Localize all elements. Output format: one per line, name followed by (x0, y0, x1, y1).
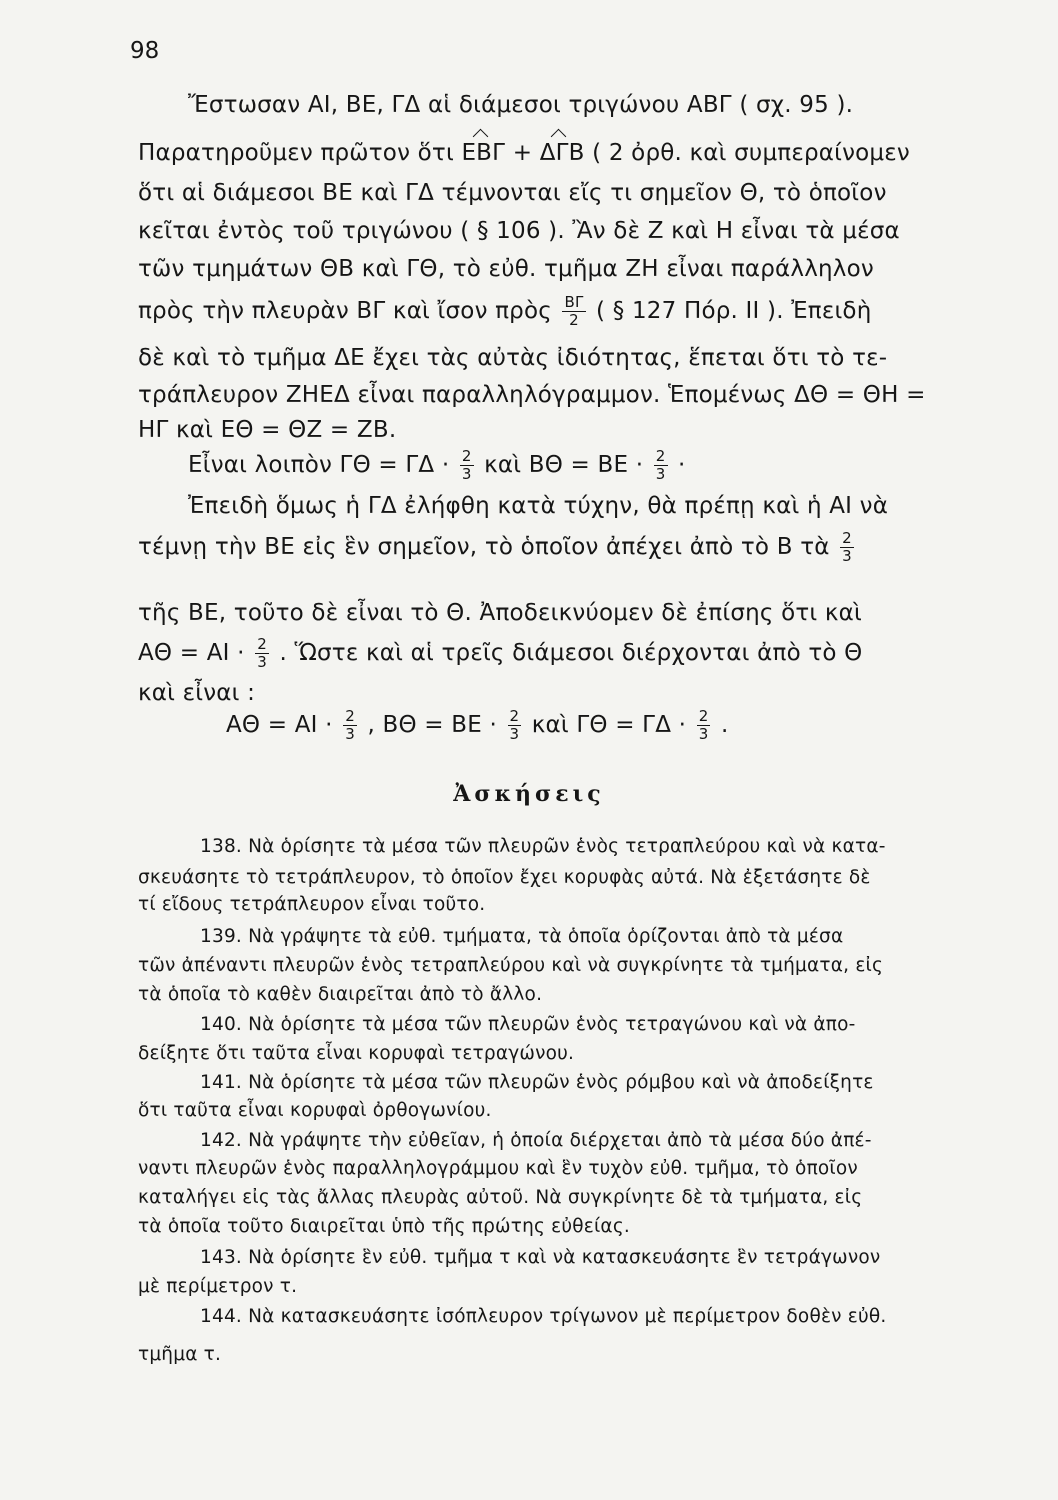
exercise-line: δείξητε ὅτι ταῦτα εἶναι κορυφαὶ τετραγώνου. (138, 1043, 575, 1064)
body-line: τέμνῃ τὴν ΒΕ εἰς ἓν σημεῖον, τὸ ὁποῖον ἀπέχει ἀπὸ τὸ Β τὰ $\frac{2}{3}$ (138, 529, 852, 565)
fraction: $\frac{2}{3}$ (461, 447, 472, 483)
exercises-heading: Ἀσκήσεις (453, 781, 605, 807)
exercise-line: 143. Νὰ ὁρίσητε ἓν εὐθ. τμῆμα τ καὶ νὰ κατασκευάσητε ἓν τετράγωνον (200, 1247, 881, 1268)
exercise-line: τί εἴδους τετράπλευρον εἶναι τοῦτο. (138, 894, 486, 915)
exercise-line: 138. Νὰ ὁρίσητε τὰ μέσα τῶν πλευρῶν ἑνὸς τετραπλεύρου καὶ νὰ κατα- (200, 836, 886, 857)
body-line: Εἶναι λοιπὸν ΓΘ = ΓΔ · $\frac{2}{3}$ καὶ ΒΘ = ΒΕ · $\frac{2}{3}$ · (188, 447, 686, 483)
fraction: $\frac{2}{3}$ (842, 529, 852, 565)
exercise-line: σκευάσητε τὸ τετράπλευρον, τὸ ὁποῖον ἔχει κορυφὰς αὐτά. Νὰ ἐξετάσητε δὲ (138, 867, 871, 888)
body-line: δὲ καὶ τὸ τμῆμα ΔΕ ἔχει τὰς αὐτὰς ἰδιότητας, ἕπεται ὅτι τὸ τε- (138, 345, 888, 371)
page-number: 98 (130, 38, 160, 64)
exercise-line: ὅτι ταῦτα εἶναι κορυφαὶ ὀρθογωνίου. (138, 1100, 492, 1121)
exercise-line: τὰ ὁποῖα τοῦτο διαιρεῖται ὑπὸ τῆς πρώτης εὐθείας. (138, 1216, 630, 1237)
fraction: $\frac{2}{3}$ (698, 707, 709, 743)
angle-symbol: ΕΒΓ (461, 140, 506, 166)
fraction: $\frac{2}{3}$ (345, 707, 355, 743)
fraction: $\frac{2}{3}$ (257, 635, 267, 671)
body-line: ΑΘ = ΑΙ · $\frac{2}{3}$ . Ὥστε καὶ αἱ τρεῖς διάμεσοι διέρχονται ἀπὸ τὸ Θ (138, 635, 863, 671)
angle-symbol: ΔΓΒ (539, 140, 585, 166)
body-line: Ἐπειδὴ ὅμως ἡ ΓΔ ἐλήφθη κατὰ τύχην, θὰ πρέπῃ καὶ ἡ ΑΙ νὰ (188, 493, 889, 519)
body-line: τῆς ΒΕ, τοῦτο δὲ εἶναι τὸ Θ. Ἀποδεικνύομεν δὲ ἐπίσης ὅτι καὶ (138, 600, 863, 626)
body-line: ΑΘ = ΑΙ · $\frac{2}{3}$ , ΒΘ = ΒΕ · $\frac{2}{3}$ καὶ ΓΘ = ΓΔ · $\frac{2}{3}$ . (226, 707, 729, 743)
exercise-line: 140. Νὰ ὁρίσητε τὰ μέσα τῶν πλευρῶν ἑνὸς τετραγώνου καὶ νὰ ἀπο- (200, 1014, 856, 1035)
exercise-line: τὰ ὁποῖα τὸ καθὲν διαιρεῖται ἀπὸ τὸ ἄλλο. (138, 984, 543, 1005)
body-line: Ἔστωσαν ΑΙ, ΒΕ, ΓΔ αἱ διάμεσοι τριγώνου ΑΒΓ ( σχ. 95 ). (188, 92, 854, 118)
exercise-line: 142. Νὰ γράψητε τὴν εὐθεῖαν, ἡ ὁποία διέρχεται ἀπὸ τὰ μέσα δύο ἀπέ- (200, 1130, 872, 1151)
exercise-line: ναντι πλευρῶν ἑνὸς παραλληλογράμμου καὶ ἓν τυχὸν εὐθ. τμῆμα, τὸ ὁποῖον (138, 1158, 858, 1179)
body-line: τράπλευρον ΖΗΕΔ εἶναι παραλληλόγραμμον. Ἑπομένως ΔΘ = ΘΗ = (138, 382, 926, 408)
body-line: ΗΓ καὶ ΕΘ = ΘΖ = ΖΒ. (138, 417, 397, 443)
exercise-line: μὲ περίμετρον τ. (138, 1276, 298, 1297)
fraction: $\frac{B\Gamma}{2}$ (564, 293, 584, 329)
body-line: Παρατηροῦμεν πρῶτον ὅτι ΕΒΓ + ΔΓΒ ( 2 ὀρθ. καὶ συμπεραίνομεν (138, 140, 910, 166)
body-line: τῶν τμημάτων ΘΒ καὶ ΓΘ, τὸ εὐθ. τμῆμα ΖΗ εἶναι παράλληλον (138, 256, 874, 282)
exercise-line: τμῆμα τ. (138, 1344, 222, 1365)
exercise-line: τῶν ἀπέναντι πλευρῶν ἑνὸς τετραπλεύρου καὶ νὰ συγκρίνητε τὰ τμήματα, εἰς (138, 955, 884, 976)
fraction: $\frac{2}{3}$ (655, 447, 666, 483)
exercise-line: 141. Νὰ ὁρίσητε τὰ μέσα τῶν πλευρῶν ἑνὸς ρόμβου καὶ νὰ ἀποδείξητε (200, 1072, 874, 1093)
body-line: πρὸς τὴν πλευρὰν ΒΓ καὶ ἴσον πρὸς $\frac{B\Gamma}{2}$ ( § 127 Πόρ. ΙΙ ). Ἐπειδὴ (138, 293, 872, 329)
exercise-line: καταλήγει εἰς τὰς ἄλλας πλευρὰς αὐτοῦ. Νὰ συγκρίνητε δὲ τὰ τμήματα, εἰς (138, 1187, 863, 1208)
body-line: κεῖται ἐντὸς τοῦ τριγώνου ( § 106 ). Ἂν δὲ Ζ καὶ Η εἶναι τὰ μέσα (138, 218, 900, 244)
body-line: ὅτι αἱ διάμεσοι ΒΕ καὶ ΓΔ τέμνονται εἴς τι σημεῖον Θ, τὸ ὁποῖον (138, 180, 887, 206)
body-line: καὶ εἶναι : (138, 680, 256, 706)
exercise-line: 144. Νὰ κατασκευάσητε ἰσόπλευρον τρίγωνον μὲ περίμετρον δοθὲν εὐθ. (200, 1306, 887, 1327)
exercise-line: 139. Νὰ γράψητε τὰ εὐθ. τμήματα, τὰ ὁποῖα ὁρίζονται ἀπὸ τὰ μέσα (200, 926, 844, 947)
fraction: $\frac{2}{3}$ (509, 707, 520, 743)
